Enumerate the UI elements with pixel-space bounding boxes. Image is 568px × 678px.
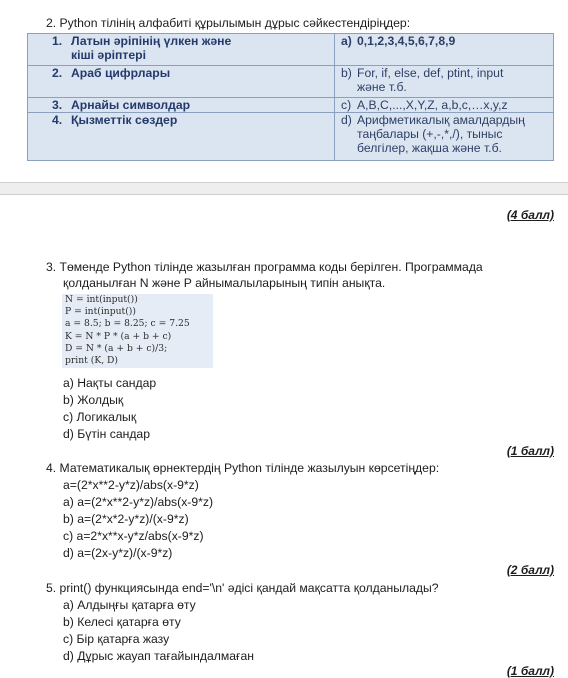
q2-points: (4 балл) — [506, 208, 554, 222]
q4-option-a: a) a=(2*x**2-y*z)/abs(x-9*z) — [63, 495, 214, 509]
q3-points: (1 балл) — [506, 444, 554, 458]
table-row — [28, 66, 554, 98]
q5-option-b: b) Келесі қатарға өту — [63, 615, 181, 629]
left-cell: Латын әріпінің үлкен және — [71, 34, 232, 48]
row-number: 2. — [52, 66, 63, 80]
row-number: 3. — [52, 98, 63, 112]
q5-option-d: d) Дұрыс жауап тағайындалмаған — [63, 649, 254, 663]
code-block — [62, 294, 213, 368]
code-line: D = N * (a + b + c)/3; — [65, 342, 168, 354]
code-line: a = 8.5; b = 8.25; c = 7.25 — [65, 318, 190, 330]
option-letter: c) — [341, 98, 352, 112]
option-letter: b) — [341, 66, 352, 80]
q4-title: 4. Математикалық өрнектердің Python тілінде жазылуын көрсетіңдер: — [46, 461, 440, 475]
right-cell-cont: белгілер, жақша және т.б. — [357, 141, 502, 155]
left-cell-cont: кіші әріптері — [71, 48, 146, 62]
right-cell: For, if, else, def, ptint, input — [357, 66, 504, 80]
q4-expression: a=(2*x**2-y*z)/abs(x-9*z) — [63, 478, 199, 492]
table-row — [28, 113, 554, 161]
q5-option-a: a) Алдыңғы қатарға өту — [63, 598, 196, 612]
option-letter: а) — [341, 34, 352, 48]
q3-title-line2: қолданылған N және P айнымалыларының типін анықта. — [63, 276, 386, 290]
left-cell: Қызметтік сөздер — [71, 113, 178, 127]
row-number: 1. — [52, 34, 63, 48]
q4-option-d: d) a=(2x-y*z)/(x-9*z) — [63, 546, 173, 560]
q2-title: 2. Python тілінің алфабиті құрылымын дұрыс сәйкестендіріңдер: — [46, 16, 411, 30]
table-row — [28, 34, 554, 66]
right-cell: Арифметикалық амалдардың — [357, 113, 525, 127]
code-line: print (K, D) — [65, 355, 118, 367]
q5-option-c: c) Бір қатарға жазу — [63, 632, 170, 646]
right-cell-cont: таңбалары (+,-,*,/), тыныс — [357, 127, 503, 141]
right-cell: A,B,C,...,X,Y,Z, a,b,c,…x,y,z — [357, 98, 508, 112]
code-line: N = int(input()) — [65, 294, 138, 305]
left-cell: Арнайы символдар — [71, 98, 191, 112]
right-cell: 0,1,2,3,4,5,6,7,8,9 — [357, 34, 456, 48]
q4-points: (2 балл) — [506, 563, 554, 577]
q2-matching-table — [27, 33, 554, 161]
q3-option-a: a) Нақты сандар — [63, 376, 157, 390]
row-number: 4. — [52, 113, 63, 127]
table-row — [28, 98, 554, 113]
code-line: K = N * P * (a + b + c) — [65, 330, 172, 342]
right-cell-cont: және т.б. — [357, 80, 407, 94]
q3-option-b: b) Жолдық — [63, 393, 124, 407]
q5-points: (1 балл) — [506, 664, 554, 678]
q5-title: 5. print() функциясында end='\n' әдісі қандай мақсатта қолданылады? — [46, 581, 439, 595]
left-cell: Араб цифрлары — [71, 66, 171, 80]
q3-title-line1: 3. Төменде Python тілінде жазылған программа коды берілген. Программада — [46, 260, 483, 274]
q4-option-b: b) a=(2*x*2-y*z)/(x-9*z) — [63, 512, 189, 526]
page-separator — [0, 182, 568, 195]
code-line: P = int(input()) — [65, 306, 136, 318]
q3-option-c: c) Логикалық — [63, 410, 137, 424]
option-letter: d) — [341, 113, 352, 127]
q3-option-d: d) Бүтін сандар — [63, 427, 150, 441]
q4-option-c: c) a=2*x**x-y*z/abs(x-9*z) — [63, 529, 204, 543]
